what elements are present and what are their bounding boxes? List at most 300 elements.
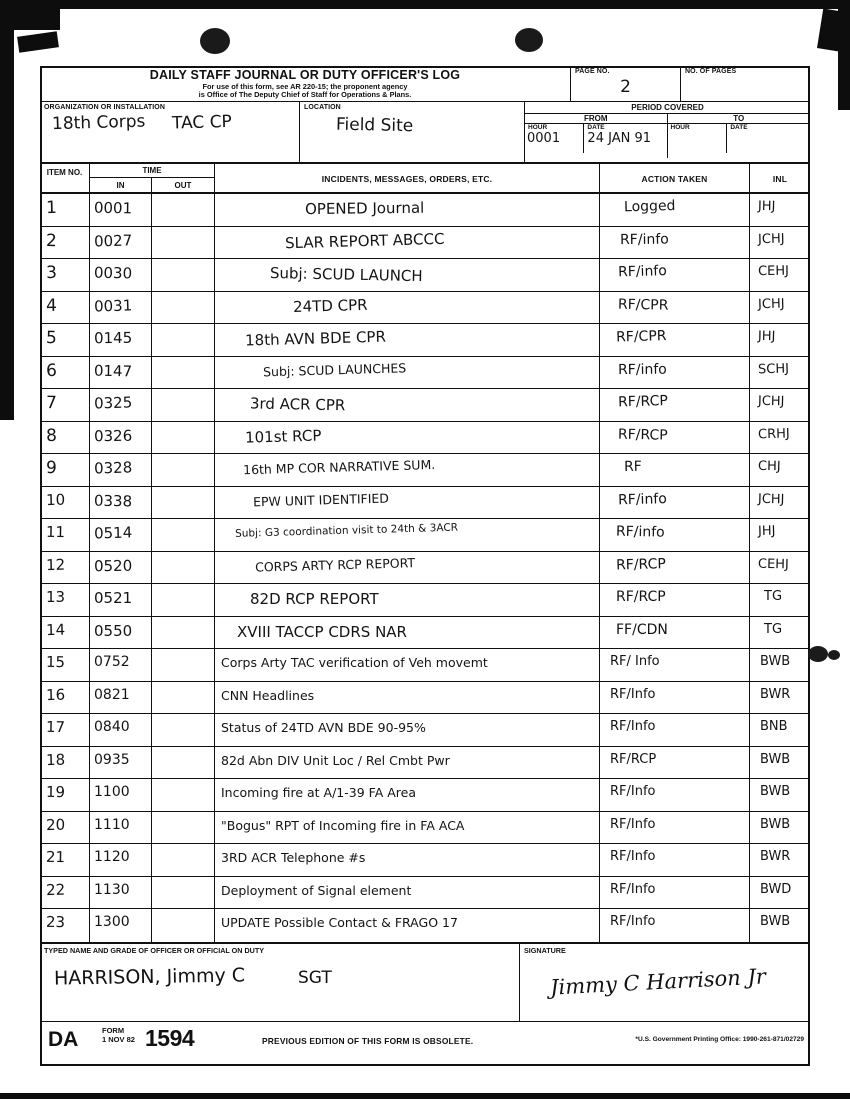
row-initials bbox=[750, 324, 810, 356]
row-initials bbox=[750, 649, 810, 681]
row-time-out bbox=[152, 487, 215, 519]
from-date-value: 24 JAN 91 bbox=[587, 131, 651, 146]
scan-edge-bottom bbox=[0, 1093, 850, 1099]
row-action bbox=[600, 292, 750, 324]
row-time-out bbox=[152, 259, 215, 291]
row-time-in bbox=[90, 454, 152, 486]
col-item-no bbox=[40, 164, 90, 194]
row-time-in-value: 1130 bbox=[94, 881, 130, 898]
previous-edition-note: PREVIOUS EDITION OF THIS FORM IS OBSOLETE. bbox=[262, 1036, 474, 1046]
row-item-no-value: 23 bbox=[45, 912, 66, 932]
form-label-text: FORM bbox=[102, 1026, 125, 1035]
table-row bbox=[40, 617, 810, 650]
organization-value-line1: 18th Corps bbox=[51, 111, 146, 135]
row-item-no-value: 9 bbox=[45, 457, 57, 479]
row-incident-value: OPENED Journal bbox=[304, 198, 425, 219]
row-item-no bbox=[40, 357, 90, 389]
row-action bbox=[600, 617, 750, 649]
row-initials bbox=[750, 584, 810, 616]
row-incident bbox=[215, 292, 600, 324]
row-initials bbox=[750, 779, 810, 811]
row-time-in-value: 0821 bbox=[94, 686, 130, 703]
row-time-out-value bbox=[152, 487, 214, 492]
row-time-out-value bbox=[152, 584, 214, 589]
row-time-in-value: 0027 bbox=[93, 230, 133, 250]
row-action-value: RF/info bbox=[617, 490, 668, 508]
row-action bbox=[600, 454, 750, 486]
row-item-no bbox=[40, 714, 90, 746]
row-initials-value: JCHJ bbox=[757, 491, 785, 507]
period-from-label: FROM bbox=[525, 114, 667, 124]
table-row bbox=[40, 682, 810, 715]
row-item-no-value: 7 bbox=[45, 392, 57, 414]
row-item-no bbox=[40, 844, 90, 876]
row-incident-value: EPW UNIT IDENTIFIED bbox=[252, 490, 390, 509]
row-item-no bbox=[40, 259, 90, 291]
row-item-no bbox=[40, 747, 90, 779]
row-time-out-value bbox=[152, 844, 214, 849]
row-initials bbox=[750, 259, 810, 291]
grade-value: SGT bbox=[298, 968, 332, 988]
to-date-cell bbox=[727, 124, 810, 153]
row-action bbox=[600, 584, 750, 616]
row-incident bbox=[215, 747, 600, 779]
row-time-out bbox=[152, 422, 215, 454]
row-item-no bbox=[40, 682, 90, 714]
row-initials-value: CRHJ bbox=[757, 425, 791, 442]
row-time-out-value bbox=[152, 422, 214, 427]
ink-stain bbox=[808, 646, 828, 662]
row-action-value: RF/RCP bbox=[615, 555, 667, 573]
form-title: DAILY STAFF JOURNAL OR DUTY OFFICER'S LOG bbox=[149, 68, 461, 82]
row-time-out bbox=[152, 779, 215, 811]
row-incident bbox=[215, 519, 600, 551]
row-time-in bbox=[90, 909, 152, 942]
row-time-out-value bbox=[152, 324, 214, 329]
row-action-value: RF/info bbox=[619, 231, 669, 248]
col-time bbox=[90, 164, 215, 194]
row-item-no-value: 20 bbox=[45, 815, 66, 834]
row-initials-value: JHJ bbox=[757, 523, 776, 540]
row-incident-value: 16th MP COR NARRATIVE SUM. bbox=[242, 456, 436, 478]
col-item-no-label: ITEM NO. bbox=[46, 168, 83, 177]
row-action-value: RF/RCP bbox=[610, 751, 657, 767]
row-time-in bbox=[90, 227, 152, 259]
row-time-out-value bbox=[152, 877, 214, 882]
row-action-value: RF/Info bbox=[610, 914, 656, 929]
row-item-no-value: 4 bbox=[45, 295, 57, 316]
row-initials-value: BWR bbox=[760, 849, 791, 864]
col-incidents-label: INCIDENTS, MESSAGES, ORDERS, ETC. bbox=[321, 174, 493, 184]
identification-band bbox=[40, 102, 810, 164]
row-time-in bbox=[90, 617, 152, 649]
row-incident-value: 3RD ACR Telephone #s bbox=[221, 850, 366, 865]
scan-hole-punch-1 bbox=[200, 28, 230, 54]
col-action-taken bbox=[600, 164, 750, 194]
row-time-in-value: 0328 bbox=[93, 458, 133, 478]
row-incident bbox=[215, 909, 600, 942]
row-item-no bbox=[40, 487, 90, 519]
row-time-in-value: 0147 bbox=[93, 361, 133, 380]
row-initials bbox=[750, 747, 810, 779]
scan-smudge-left bbox=[17, 31, 59, 52]
table-row bbox=[40, 844, 810, 877]
no-of-pages-cell bbox=[680, 66, 810, 102]
row-time-out-value bbox=[152, 779, 214, 784]
row-initials bbox=[750, 714, 810, 746]
row-action-value: Logged bbox=[623, 197, 676, 216]
row-incident-value: CORPS ARTY RCP REPORT bbox=[254, 554, 416, 575]
from-hour-cell bbox=[525, 124, 584, 153]
organization-value-line2: TAC CP bbox=[171, 111, 232, 134]
row-time-out bbox=[152, 682, 215, 714]
row-time-out bbox=[152, 194, 215, 226]
row-initials-value: SCHJ bbox=[757, 360, 790, 377]
row-action-value: RF/CPR bbox=[617, 296, 669, 314]
period-from-cell bbox=[525, 114, 668, 158]
row-time-out bbox=[152, 649, 215, 681]
row-action-value: RF/info bbox=[617, 263, 668, 281]
row-incident-value: Corps Arty TAC verification of Veh movemt bbox=[221, 655, 488, 670]
row-initials bbox=[750, 877, 810, 909]
row-action bbox=[600, 682, 750, 714]
row-time-in-value: 0031 bbox=[93, 295, 133, 315]
table-row bbox=[40, 649, 810, 682]
row-time-in-value: 0030 bbox=[93, 263, 133, 283]
row-time-out bbox=[152, 519, 215, 551]
table-row bbox=[40, 519, 810, 552]
row-item-no-value: 21 bbox=[45, 847, 66, 867]
row-incident bbox=[215, 714, 600, 746]
row-item-no-value: 22 bbox=[45, 880, 66, 899]
row-time-out bbox=[152, 357, 215, 389]
form-number: 1594 bbox=[145, 1025, 195, 1051]
row-initials-value: BWD bbox=[760, 881, 792, 897]
form-footer bbox=[40, 942, 810, 1066]
row-time-in bbox=[90, 487, 152, 519]
col-action-taken-label: ACTION TAKEN bbox=[641, 174, 708, 184]
row-initials-value: BWB bbox=[760, 784, 791, 799]
row-incident bbox=[215, 194, 600, 226]
row-initials-value: BWR bbox=[760, 686, 791, 702]
row-item-no-value: 11 bbox=[45, 522, 66, 542]
row-time-out bbox=[152, 747, 215, 779]
table-row bbox=[40, 552, 810, 585]
row-initials-value: CEHJ bbox=[757, 263, 790, 280]
row-initials bbox=[750, 227, 810, 259]
row-action bbox=[600, 812, 750, 844]
row-time-in bbox=[90, 747, 152, 779]
row-initials-value: BWB bbox=[760, 751, 791, 767]
row-time-out bbox=[152, 877, 215, 909]
row-action bbox=[600, 844, 750, 876]
row-initials-value: CEHJ bbox=[757, 556, 790, 572]
table-row bbox=[40, 422, 810, 455]
row-item-no bbox=[40, 584, 90, 616]
row-item-no-value: 18 bbox=[45, 750, 66, 769]
row-time-in bbox=[90, 552, 152, 584]
row-time-out bbox=[152, 324, 215, 356]
col-initials bbox=[750, 164, 810, 194]
row-initials-value: CHJ bbox=[757, 458, 781, 475]
row-time-out bbox=[152, 812, 215, 844]
row-incident-value: 18th AVN BDE CPR bbox=[244, 327, 387, 350]
row-time-out bbox=[152, 617, 215, 649]
da-label: DA bbox=[48, 1028, 79, 1051]
row-item-no bbox=[40, 649, 90, 681]
row-incident bbox=[215, 324, 600, 356]
row-incident bbox=[215, 357, 600, 389]
row-action bbox=[600, 487, 750, 519]
row-time-out-value bbox=[152, 292, 214, 297]
location-cell bbox=[300, 102, 525, 164]
row-action bbox=[600, 259, 750, 291]
row-time-out-value bbox=[152, 519, 214, 524]
table-row bbox=[40, 259, 810, 292]
row-time-in-value: 0001 bbox=[93, 198, 133, 218]
row-action-value: RF bbox=[623, 458, 642, 475]
row-time-in-value: 1300 bbox=[94, 914, 130, 930]
row-time-in-value: 0752 bbox=[94, 654, 130, 670]
row-time-in-value: 1100 bbox=[94, 784, 130, 800]
col-incidents bbox=[215, 164, 600, 194]
table-row bbox=[40, 779, 810, 812]
row-time-out bbox=[152, 714, 215, 746]
row-time-in-value: 1110 bbox=[94, 816, 130, 833]
row-initials-value: JCHJ bbox=[757, 231, 785, 247]
row-incident bbox=[215, 779, 600, 811]
row-item-no bbox=[40, 617, 90, 649]
row-time-in bbox=[90, 714, 152, 746]
row-incident bbox=[215, 259, 600, 291]
row-time-out-value bbox=[152, 227, 214, 232]
page-no-label: PAGE NO. bbox=[575, 68, 610, 75]
row-initials bbox=[750, 812, 810, 844]
row-item-no-value: 3 bbox=[45, 262, 58, 284]
row-initials bbox=[750, 617, 810, 649]
row-initials-value: TG bbox=[764, 589, 783, 604]
row-time-out bbox=[152, 909, 215, 942]
row-action bbox=[600, 747, 750, 779]
row-time-in bbox=[90, 877, 152, 909]
row-action bbox=[600, 519, 750, 551]
row-incident-value: SLAR REPORT ABCCC bbox=[284, 229, 445, 252]
row-initials bbox=[750, 454, 810, 486]
row-time-out bbox=[152, 552, 215, 584]
row-incident bbox=[215, 584, 600, 616]
row-initials-value: JCHJ bbox=[757, 296, 785, 312]
to-date-label: DATE bbox=[730, 124, 748, 131]
row-time-out-value bbox=[152, 682, 214, 687]
period-to-label: TO bbox=[668, 114, 811, 124]
row-item-no-value: 10 bbox=[45, 490, 66, 509]
row-incident-value: XVIII TACCP CDRS NAR bbox=[237, 622, 407, 641]
row-initials-value: JHJ bbox=[757, 198, 776, 215]
col-time-out-label: OUT bbox=[174, 181, 192, 190]
row-initials-value: JHJ bbox=[757, 328, 776, 345]
row-initials-value: BNB bbox=[760, 719, 788, 734]
row-action-value: RF/Info bbox=[610, 686, 656, 702]
row-item-no bbox=[40, 194, 90, 226]
form-label bbox=[102, 1026, 135, 1044]
row-action bbox=[600, 357, 750, 389]
row-action bbox=[600, 552, 750, 584]
log-entries-table bbox=[40, 194, 810, 942]
table-row bbox=[40, 487, 810, 520]
table-row bbox=[40, 584, 810, 617]
row-incident-value: CNN Headlines bbox=[221, 687, 315, 703]
row-action bbox=[600, 194, 750, 226]
row-initials bbox=[750, 909, 810, 942]
row-time-in bbox=[90, 844, 152, 876]
typed-name-label: TYPED NAME AND GRADE OF OFFICER OR OFFICIAL ON DUTY bbox=[44, 946, 265, 955]
page-no-value: 2 bbox=[620, 77, 631, 97]
row-time-in-value: 0325 bbox=[93, 393, 133, 413]
row-incident-value: 82D RCP REPORT bbox=[250, 590, 379, 608]
row-action-value: RF/RCP bbox=[616, 589, 666, 605]
row-action-value: RF/Info bbox=[610, 719, 656, 734]
row-item-no-value: 5 bbox=[45, 327, 57, 349]
table-row bbox=[40, 454, 810, 487]
row-time-out-value bbox=[152, 747, 214, 752]
row-incident bbox=[215, 877, 600, 909]
row-action bbox=[600, 714, 750, 746]
row-item-no-value: 13 bbox=[46, 588, 66, 606]
from-date-label: DATE bbox=[587, 124, 605, 131]
row-incident-value: 3rd ACR CPR bbox=[249, 394, 346, 415]
row-incident-value: 101st RCP bbox=[244, 426, 322, 447]
row-time-out-value bbox=[152, 714, 214, 719]
row-initials-value: BWB bbox=[760, 816, 791, 832]
row-initials bbox=[750, 194, 810, 226]
row-initials bbox=[750, 682, 810, 714]
form-header bbox=[40, 66, 810, 102]
row-item-no bbox=[40, 292, 90, 324]
row-incident-value: UPDATE Possible Contact & FRAGO 17 bbox=[221, 915, 458, 930]
table-row bbox=[40, 909, 810, 942]
row-time-in bbox=[90, 422, 152, 454]
row-item-no bbox=[40, 552, 90, 584]
row-initials bbox=[750, 552, 810, 584]
row-time-in-value: 0514 bbox=[93, 523, 133, 543]
row-initials-value: JCHJ bbox=[757, 393, 785, 410]
row-item-no bbox=[40, 909, 90, 942]
row-initials bbox=[750, 519, 810, 551]
col-initials-label: INL bbox=[772, 174, 788, 184]
table-row bbox=[40, 389, 810, 422]
row-time-out-value bbox=[152, 389, 214, 394]
row-time-in-value: 0935 bbox=[94, 751, 130, 768]
table-row bbox=[40, 357, 810, 390]
table-row bbox=[40, 747, 810, 780]
row-time-in-value: 0326 bbox=[93, 426, 133, 445]
row-incident bbox=[215, 552, 600, 584]
row-time-out-value bbox=[152, 454, 214, 459]
row-time-in bbox=[90, 779, 152, 811]
row-incident-value: Deployment of Signal element bbox=[221, 882, 412, 898]
row-incident bbox=[215, 844, 600, 876]
location-value: Field Site bbox=[335, 114, 414, 137]
row-incident bbox=[215, 454, 600, 486]
row-time-in-value: 0521 bbox=[94, 589, 133, 607]
row-incident-value: Subj: SCUD LAUNCH bbox=[269, 263, 423, 286]
row-action-value: RF/Info bbox=[610, 816, 656, 832]
row-time-in bbox=[90, 259, 152, 291]
row-time-out-value bbox=[152, 194, 214, 199]
row-item-no bbox=[40, 812, 90, 844]
row-incident bbox=[215, 389, 600, 421]
row-incident-value: 24TD CPR bbox=[292, 295, 368, 316]
from-hour-label: HOUR bbox=[528, 124, 548, 131]
table-row bbox=[40, 324, 810, 357]
table-row bbox=[40, 812, 810, 845]
period-covered-label: PERIOD COVERED bbox=[525, 102, 810, 114]
row-item-no-value: 1 bbox=[45, 197, 58, 219]
row-time-out bbox=[152, 584, 215, 616]
row-item-no-value: 16 bbox=[45, 685, 66, 704]
ink-stain-2 bbox=[828, 650, 840, 660]
form-subtitle-line2: is Office of The Deputy Chief of Staff for Operations & Plans. bbox=[198, 90, 412, 99]
row-time-in bbox=[90, 389, 152, 421]
table-row bbox=[40, 194, 810, 227]
row-initials bbox=[750, 357, 810, 389]
row-initials-value: BWB bbox=[760, 654, 791, 669]
row-initials bbox=[750, 292, 810, 324]
signature-value: Jimmy C Harrison Jr bbox=[549, 964, 767, 1000]
row-time-out-value bbox=[152, 617, 214, 622]
organization-cell bbox=[40, 102, 300, 164]
row-time-in bbox=[90, 812, 152, 844]
row-action bbox=[600, 422, 750, 454]
row-time-in-value: 0840 bbox=[94, 719, 130, 735]
row-action-value: RF/CPR bbox=[615, 328, 667, 346]
row-action-value: RF/ Info bbox=[610, 654, 660, 669]
row-time-out-value bbox=[152, 812, 214, 817]
row-time-out bbox=[152, 389, 215, 421]
row-time-in-value: 0520 bbox=[93, 556, 133, 575]
row-time-in bbox=[90, 519, 152, 551]
period-to-cell bbox=[668, 114, 811, 158]
da-form-1594 bbox=[40, 66, 810, 1066]
row-time-out-value bbox=[152, 552, 214, 557]
row-item-no bbox=[40, 779, 90, 811]
row-item-no-value: 12 bbox=[45, 555, 66, 574]
location-label: LOCATION bbox=[304, 104, 341, 111]
row-item-no bbox=[40, 877, 90, 909]
gpo-note: *U.S. Government Printing Office: 1990-261-871/02729 bbox=[635, 1036, 804, 1043]
row-item-no bbox=[40, 389, 90, 421]
organization-label: ORGANIZATION OR INSTALLATION bbox=[44, 104, 166, 111]
row-incident bbox=[215, 617, 600, 649]
row-time-in-value: 0145 bbox=[93, 328, 133, 348]
row-initials-value: BWB bbox=[760, 914, 791, 929]
row-item-no-value: 19 bbox=[45, 782, 66, 802]
typed-name-value: HARRISON, Jimmy C bbox=[53, 964, 246, 990]
scan-edge-left bbox=[0, 0, 14, 420]
row-incident-value: Subj: SCUD LAUNCHES bbox=[262, 359, 407, 379]
row-incident bbox=[215, 682, 600, 714]
row-incident bbox=[215, 812, 600, 844]
row-action-value: RF/Info bbox=[610, 784, 656, 799]
row-time-in bbox=[90, 649, 152, 681]
row-time-in bbox=[90, 194, 152, 226]
to-hour-cell bbox=[668, 124, 728, 153]
signature-cell bbox=[520, 944, 810, 1022]
row-item-no bbox=[40, 454, 90, 486]
typed-name-cell bbox=[40, 944, 520, 1022]
row-action-value: FF/CDN bbox=[616, 621, 668, 638]
row-action-value: RF/info bbox=[617, 361, 667, 378]
